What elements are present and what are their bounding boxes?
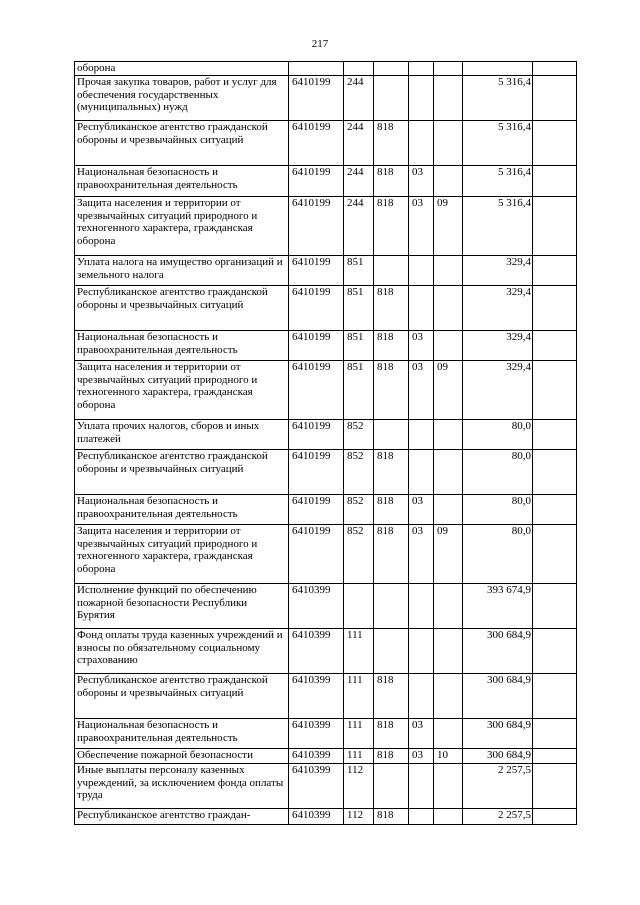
empty-cell [533, 76, 577, 121]
empty-cell [533, 256, 577, 286]
expense-type-cell: 111 [344, 674, 374, 719]
subsection-cell [434, 764, 463, 809]
expense-type-cell [344, 584, 374, 629]
expense-type-cell: 852 [344, 420, 374, 450]
expense-type-cell: 111 [344, 749, 374, 764]
table-row [75, 76, 577, 121]
expense-type-cell: 851 [344, 286, 374, 331]
empty-cell [533, 420, 577, 450]
table-row [75, 361, 577, 420]
expense-type-cell: 112 [344, 809, 374, 825]
row-name-cell: Исполнение функций по обеспечению пожарной безопасности Республики Бурятия [75, 584, 289, 629]
subsection-cell [434, 674, 463, 719]
expense-type-cell: 111 [344, 629, 374, 674]
subsection-cell [434, 256, 463, 286]
row-name-cell: Республиканское агентство гражданской обороны и чрезвычайных ситуаций [75, 286, 289, 331]
subsection-cell [434, 166, 463, 197]
section-cell: 03 [409, 525, 434, 584]
ministry-code-cell [374, 764, 409, 809]
ministry-code-cell: 818 [374, 286, 409, 331]
ministry-code-cell: 818 [374, 450, 409, 495]
amount-cell: 80,0 [463, 495, 533, 525]
amount-cell: 300 684,9 [463, 674, 533, 719]
row-name-cell: Защита населения и территории от чрезвычайных ситуаций природного и техногенного характера, гражданская оборона [75, 525, 289, 584]
amount-cell: 2 257,5 [463, 809, 533, 825]
ministry-code-cell: 818 [374, 809, 409, 825]
target-article-cell: 6410199 [289, 495, 344, 525]
target-article-cell: 6410399 [289, 764, 344, 809]
amount-cell: 5 316,4 [463, 197, 533, 256]
empty-cell [533, 450, 577, 495]
amount-cell: 5 316,4 [463, 76, 533, 121]
section-cell: 03 [409, 361, 434, 420]
amount-cell: 80,0 [463, 450, 533, 495]
subsection-cell [434, 62, 463, 76]
subsection-cell [434, 331, 463, 361]
ministry-code-cell: 818 [374, 361, 409, 420]
subsection-cell [434, 809, 463, 825]
empty-cell [533, 764, 577, 809]
ministry-code-cell [374, 420, 409, 450]
amount-cell: 329,4 [463, 256, 533, 286]
ministry-code-cell [374, 62, 409, 76]
subsection-cell: 10 [434, 749, 463, 764]
subsection-cell [434, 629, 463, 674]
amount-cell: 2 257,5 [463, 764, 533, 809]
empty-cell [533, 719, 577, 749]
row-name-cell: Республиканское агентство гражданской обороны и чрезвычайных ситуаций [75, 121, 289, 166]
expense-type-cell: 244 [344, 197, 374, 256]
row-name-cell: Уплата прочих налогов, сборов и иных платежей [75, 420, 289, 450]
table-row [75, 420, 577, 450]
amount-cell: 5 316,4 [463, 166, 533, 197]
row-name-cell: Защита населения и территории от чрезвычайных ситуаций природного и техногенного характера, гражданская оборона [75, 197, 289, 256]
amount-cell: 80,0 [463, 525, 533, 584]
section-cell [409, 76, 434, 121]
section-cell [409, 121, 434, 166]
ministry-code-cell: 818 [374, 121, 409, 166]
table-row [75, 166, 577, 197]
target-article-cell: 6410399 [289, 584, 344, 629]
section-cell: 03 [409, 166, 434, 197]
target-article-cell: 6410199 [289, 450, 344, 495]
subsection-cell [434, 584, 463, 629]
ministry-code-cell: 818 [374, 525, 409, 584]
row-name-cell: Республиканское агентство граждан- [75, 809, 289, 825]
amount-cell: 329,4 [463, 286, 533, 331]
table-row [75, 525, 577, 584]
section-cell [409, 809, 434, 825]
row-name-cell: оборона [75, 62, 289, 76]
table-row [75, 809, 577, 825]
amount-cell: 300 684,9 [463, 749, 533, 764]
target-article-cell: 6410199 [289, 286, 344, 331]
subsection-cell: 09 [434, 525, 463, 584]
section-cell [409, 450, 434, 495]
amount-cell: 300 684,9 [463, 719, 533, 749]
table-row [75, 450, 577, 495]
table-row [75, 749, 577, 764]
ministry-code-cell [374, 629, 409, 674]
ministry-code-cell: 818 [374, 197, 409, 256]
section-cell [409, 629, 434, 674]
expense-type-cell [344, 62, 374, 76]
target-article-cell: 6410199 [289, 256, 344, 286]
expense-type-cell: 244 [344, 76, 374, 121]
target-article-cell: 6410399 [289, 629, 344, 674]
table-row [75, 584, 577, 629]
empty-cell [533, 121, 577, 166]
expense-type-cell: 852 [344, 495, 374, 525]
table-row [75, 121, 577, 166]
ministry-code-cell [374, 76, 409, 121]
target-article-cell: 6410199 [289, 76, 344, 121]
budget-table [74, 61, 577, 825]
table-row [75, 62, 577, 76]
row-name-cell: Защита населения и территории от чрезвычайных ситуаций природного и техногенного характера, гражданская оборона [75, 361, 289, 420]
page-number: 217 [311, 38, 329, 50]
target-article-cell: 6410399 [289, 674, 344, 719]
section-cell [409, 420, 434, 450]
expense-type-cell: 852 [344, 450, 374, 495]
row-name-cell: Обеспечение пожарной безопасности [75, 749, 289, 764]
empty-cell [533, 62, 577, 76]
subsection-cell [434, 286, 463, 331]
budget-table-body [75, 62, 577, 825]
expense-type-cell: 852 [344, 525, 374, 584]
subsection-cell [434, 420, 463, 450]
amount-cell: 393 674,9 [463, 584, 533, 629]
empty-cell [533, 331, 577, 361]
target-article-cell: 6410199 [289, 525, 344, 584]
table-row [75, 764, 577, 809]
empty-cell [533, 286, 577, 331]
empty-cell [533, 629, 577, 674]
row-name-cell: Национальная безопасность и правоохранительная деятельность [75, 331, 289, 361]
subsection-cell [434, 76, 463, 121]
target-article-cell: 6410399 [289, 749, 344, 764]
row-name-cell: Прочая закупка товаров, работ и услуг для обеспечения государственных (муниципальных) нужд [75, 76, 289, 121]
row-name-cell: Национальная безопасность и правоохранительная деятельность [75, 719, 289, 749]
row-name-cell: Республиканское агентство гражданской обороны и чрезвычайных ситуаций [75, 674, 289, 719]
empty-cell [533, 361, 577, 420]
target-article-cell: 6410399 [289, 809, 344, 825]
expense-type-cell: 851 [344, 361, 374, 420]
subsection-cell [434, 450, 463, 495]
table-row [75, 256, 577, 286]
section-cell [409, 256, 434, 286]
expense-type-cell: 244 [344, 121, 374, 166]
amount-cell: 329,4 [463, 361, 533, 420]
section-cell [409, 584, 434, 629]
subsection-cell: 09 [434, 197, 463, 256]
target-article-cell: 6410199 [289, 166, 344, 197]
target-article-cell: 6410199 [289, 197, 344, 256]
ministry-code-cell: 818 [374, 166, 409, 197]
target-article-cell: 6410399 [289, 719, 344, 749]
table-row [75, 331, 577, 361]
section-cell: 03 [409, 331, 434, 361]
empty-cell [533, 197, 577, 256]
amount-cell [463, 62, 533, 76]
empty-cell [533, 495, 577, 525]
row-name-cell: Фонд оплаты труда казенных учреждений и взносы по обязательному социальному страхованию [75, 629, 289, 674]
empty-cell [533, 674, 577, 719]
expense-type-cell: 112 [344, 764, 374, 809]
empty-cell [533, 749, 577, 764]
ministry-code-cell [374, 256, 409, 286]
table-row [75, 197, 577, 256]
expense-type-cell: 851 [344, 256, 374, 286]
section-cell [409, 62, 434, 76]
amount-cell: 300 684,9 [463, 629, 533, 674]
target-article-cell: 6410199 [289, 361, 344, 420]
subsection-cell [434, 495, 463, 525]
target-article-cell: 6410199 [289, 331, 344, 361]
subsection-cell: 09 [434, 361, 463, 420]
ministry-code-cell: 818 [374, 719, 409, 749]
section-cell [409, 764, 434, 809]
section-cell: 03 [409, 495, 434, 525]
section-cell [409, 286, 434, 331]
row-name-cell: Национальная безопасность и правоохранительная деятельность [75, 166, 289, 197]
target-article-cell: 6410199 [289, 121, 344, 166]
empty-cell [533, 525, 577, 584]
table-row [75, 495, 577, 525]
ministry-code-cell [374, 584, 409, 629]
ministry-code-cell: 818 [374, 674, 409, 719]
target-article-cell: 6410199 [289, 420, 344, 450]
section-cell [409, 674, 434, 719]
section-cell: 03 [409, 197, 434, 256]
target-article-cell [289, 62, 344, 76]
empty-cell [533, 166, 577, 197]
ministry-code-cell: 818 [374, 495, 409, 525]
row-name-cell: Иные выплаты персоналу казенных учреждений, за исключением фонда оплаты труда [75, 764, 289, 809]
section-cell: 03 [409, 719, 434, 749]
subsection-cell [434, 719, 463, 749]
section-cell: 03 [409, 749, 434, 764]
table-row [75, 629, 577, 674]
subsection-cell [434, 121, 463, 166]
ministry-code-cell: 818 [374, 749, 409, 764]
table-row [75, 719, 577, 749]
row-name-cell: Национальная безопасность и правоохранительная деятельность [75, 495, 289, 525]
expense-type-cell: 244 [344, 166, 374, 197]
table-row [75, 286, 577, 331]
amount-cell: 5 316,4 [463, 121, 533, 166]
row-name-cell: Уплата налога на имущество организаций и земельного налога [75, 256, 289, 286]
expense-type-cell: 111 [344, 719, 374, 749]
table-row [75, 674, 577, 719]
empty-cell [533, 584, 577, 629]
amount-cell: 80,0 [463, 420, 533, 450]
row-name-cell: Республиканское агентство гражданской обороны и чрезвычайных ситуаций [75, 450, 289, 495]
expense-type-cell: 851 [344, 331, 374, 361]
empty-cell [533, 809, 577, 825]
amount-cell: 329,4 [463, 331, 533, 361]
ministry-code-cell: 818 [374, 331, 409, 361]
